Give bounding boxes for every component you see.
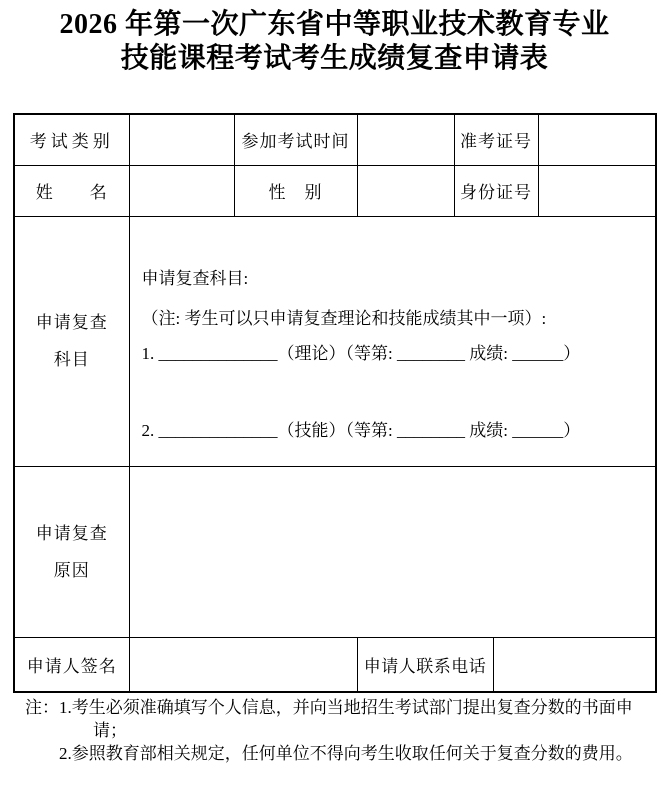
row-personal-info: [14, 165, 656, 216]
row-review-reason: [14, 466, 656, 637]
applicant-phone-label: 申请人联系电话: [357, 637, 493, 692]
applicant-signature-value-cell: [129, 637, 357, 692]
review-reason-label-cell: [14, 466, 129, 637]
page-title-line2: 技能课程考试考生成绩复查申请表: [120, 43, 549, 74]
id-no-label: 身份证号: [454, 165, 538, 216]
footnotes-prefix: 注：: [25, 698, 59, 717]
application-form-table: [13, 113, 657, 693]
footnotes-items: [59, 696, 643, 765]
exam-type-value-cell: [129, 114, 234, 165]
review-reason-label-line2: 原因: [53, 560, 90, 580]
subjects-heading: 申请复查科目:: [141, 268, 249, 288]
exam-time-label: 参加考试时间: [234, 114, 357, 165]
row-review-subjects: [14, 216, 656, 466]
row-signature: [14, 637, 656, 692]
exam-time-value-cell: [357, 114, 454, 165]
exam-type-label: 考试类别: [14, 114, 129, 165]
row-exam-info: [14, 114, 656, 165]
subject-item-theory: 1. ______________（理论）（等第: ________ 成绩: ______）: [141, 343, 581, 363]
applicant-phone-value-cell: [493, 637, 656, 692]
gender-label: 性 别: [234, 165, 357, 216]
review-subjects-label-line1: 申请复查: [35, 313, 108, 332]
name-label: 姓 名: [14, 165, 129, 216]
subject-item-skill: 2. ______________（技能）（等第: ________ 成绩: ______）: [141, 420, 581, 440]
admission-no-value-cell: [538, 114, 656, 165]
id-no-value-cell: [538, 165, 656, 216]
review-subjects-label-cell: [14, 216, 129, 466]
review-reason-value-cell: [129, 466, 656, 637]
page-title-line1: 2026 年第一次广东省中等职业技术教育专业: [59, 9, 610, 40]
name-value-cell: [129, 165, 234, 216]
footnotes: [25, 696, 643, 765]
review-subjects-content-cell: [129, 216, 656, 466]
review-reason-label-line1: 申请复查: [35, 523, 108, 543]
gender-value-cell: [357, 165, 454, 216]
page-title: [0, 8, 669, 76]
footnote-item-2: 2.参照教育部相关规定，任何单位不得向考生收取任何关于复查分数的费用。: [59, 744, 633, 763]
review-subjects-label-line2: 科目: [53, 350, 90, 369]
applicant-signature-label: 申请人签名: [14, 637, 129, 692]
admission-no-label: 准考证号: [454, 114, 538, 165]
footnote-item-1: 1.考生必须准确填写个人信息，并向当地招生考试部门提出复查分数的书面申请；: [59, 698, 633, 740]
subjects-note: （注: 考生可以只申请复查理论和技能成绩其中一项）:: [141, 308, 547, 328]
